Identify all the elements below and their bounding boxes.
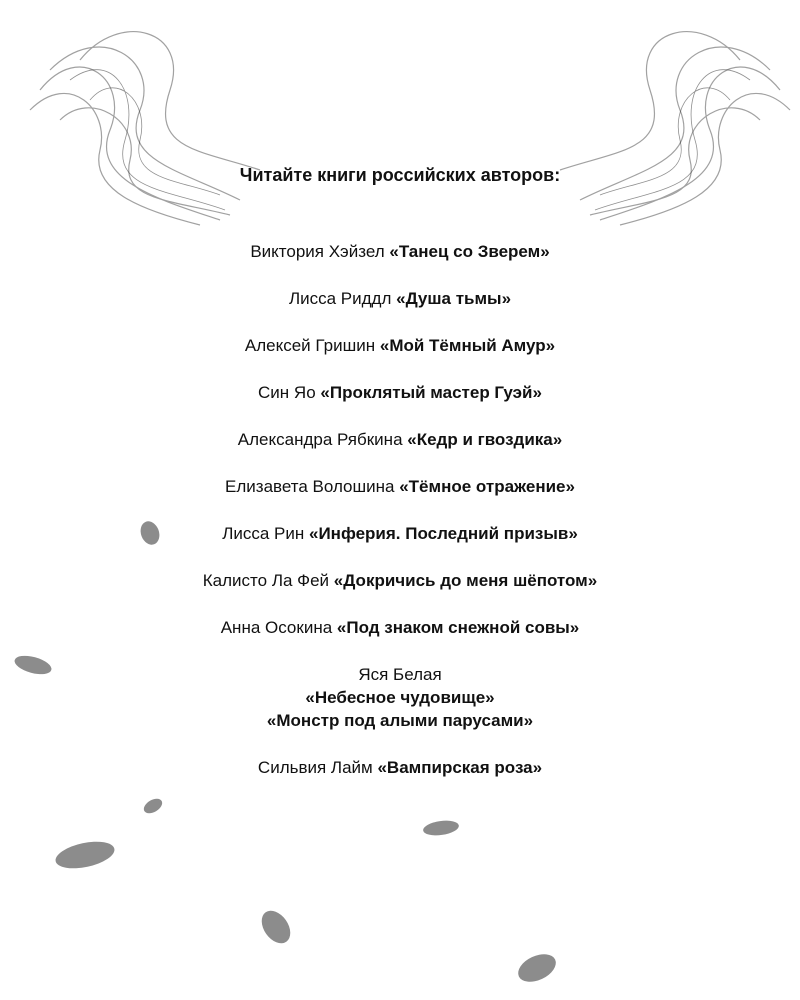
book-author: Син Яо: [258, 383, 316, 402]
book-title: «Мой Тёмный Амур»: [379, 336, 556, 355]
book-author: Лисса Риддл: [288, 289, 392, 308]
book-title: «Танец со Зверем»: [389, 242, 550, 261]
book-entry: [0, 756, 800, 779]
petal-shape: [256, 905, 296, 948]
page-heading: Читайте книги российских авторов:: [239, 165, 561, 185]
book-author: Сильвия Лайм: [257, 758, 373, 777]
book-entry: [0, 569, 800, 592]
book-title: «Докричись до меня шёпотом»: [333, 571, 598, 590]
book-entry: [0, 428, 800, 451]
book-author: Лисса Рин: [222, 524, 305, 543]
book-entry: [0, 475, 800, 498]
book-entry: [0, 522, 800, 545]
book-title: «Монстр под алыми парусами»: [266, 711, 534, 730]
book-title: «Под знаком снежной совы»: [336, 618, 580, 637]
book-entry: [0, 287, 800, 310]
book-author: Александра Рябкина: [237, 430, 403, 449]
smoke-decoration-right: [550, 0, 800, 230]
petal-shape: [514, 949, 560, 988]
book-author: Елизавета Волошина: [225, 477, 395, 496]
book-entry-multi: [0, 663, 800, 732]
book-title: «Вампирская роза»: [377, 758, 543, 777]
petal-shape: [422, 819, 460, 838]
book-author: Яся Белая: [358, 665, 442, 684]
book-entry: [0, 334, 800, 357]
book-title: «Инферия. Последний призыв»: [309, 524, 578, 543]
book-entry: [0, 240, 800, 263]
book-entry: [0, 381, 800, 404]
book-title: «Проклятый мастер Гуэй»: [320, 383, 542, 402]
petal-shape: [53, 837, 117, 873]
book-title: «Тёмное отражение»: [399, 477, 575, 496]
book-title: «Душа тьмы»: [396, 289, 512, 308]
book-list: [0, 240, 800, 803]
book-author: Анна Осокина: [220, 618, 333, 637]
book-author: Виктория Хэйзел: [250, 242, 385, 261]
smoke-decoration-left: [20, 0, 270, 230]
book-author: Калисто Ла Фей: [202, 571, 330, 590]
book-author: Алексей Гришин: [244, 336, 376, 355]
book-title: «Небесное чудовище»: [305, 688, 495, 707]
book-title: «Кедр и гвоздика»: [407, 430, 563, 449]
book-entry: [0, 616, 800, 639]
